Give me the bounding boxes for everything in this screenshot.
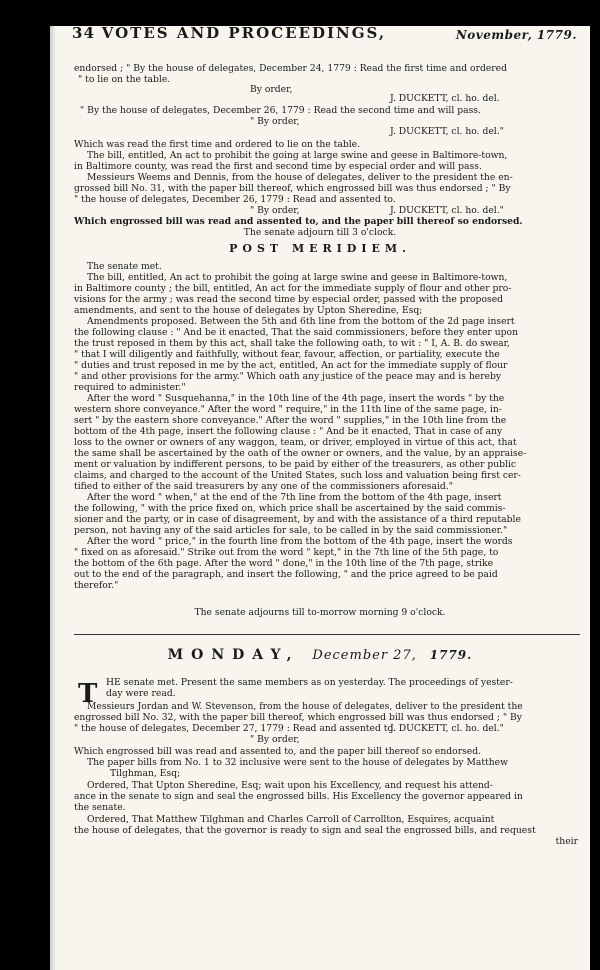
monday-date: December 27, bbox=[312, 648, 417, 663]
adjournment: The senate adjourn till 3 o'clock. bbox=[243, 227, 397, 238]
monday-day: MONDAY, bbox=[167, 647, 300, 663]
text-line: loss to the owner or owners of any waggon, team, or driver, employed in virtue of this act, that bbox=[74, 438, 517, 448]
text-line: visions for the army ; was read the second time by especial order, passed with the proposed bbox=[74, 295, 504, 305]
text-line: " duties and trust reposed in me by the act, entitled, An act for the immediate supply of flour bbox=[74, 361, 508, 371]
text-line: sert " by the eastern shore conveyance." After the word " supplies," in the 10th line from the bbox=[74, 416, 507, 426]
text-line: amendments, and sent to the house of delegates by Upton Sheredine, Esq; bbox=[74, 306, 423, 316]
text-line: the same shall be ascertained by the oath of the owner or owners, and the value, by an appraise- bbox=[74, 449, 527, 459]
text-line: The bill, entitled, An act to prohibit the going at large swine and geese in Baltimore-town, bbox=[87, 151, 508, 161]
clerk-signature: J. DUCKETT, cl. ho. del." bbox=[390, 205, 504, 216]
by-order: " By order, bbox=[250, 116, 300, 127]
header-date: November, 1779. bbox=[455, 28, 577, 42]
text-line: the senate. bbox=[74, 803, 126, 813]
text-line: Ordered, That Matthew Tilghman and Charles Carroll of Carrollton, Esquires, acquaint bbox=[87, 815, 495, 825]
text-line: ment or valuation by indifferent persons, to be paid by either of the treasurers, as other public bbox=[74, 460, 517, 470]
text-line: required to administer." bbox=[74, 383, 186, 393]
text-line: claims, and charged to the account of the United States, such loss and valuation being first cer- bbox=[74, 471, 521, 481]
text-line: After the word " when," at the end of the 7th line from the bottom of the 4th page, insert bbox=[87, 493, 502, 503]
clerk-signature: J. DUCKETT, cl. ho. del." bbox=[390, 723, 504, 734]
page-edge-shadow bbox=[50, 26, 56, 970]
text-line: Tilghman, Esq; bbox=[110, 769, 181, 779]
text-line: the trust reposed in them by this act, shall take the following oath, to wit : " I, A. B. do swear, bbox=[74, 339, 510, 349]
text-line: After the word " price," in the fourth line from the bottom of the 4th page, insert the words bbox=[87, 537, 513, 547]
by-order: By order, bbox=[250, 84, 293, 95]
text-line: " and other provisions for the army." Which oath any justice of the peace may and is hereby bbox=[74, 372, 502, 382]
header-title: VOTES AND PROCEEDINGS, bbox=[101, 26, 387, 42]
text-line: tified to either of the said treasurers by any one of the commissioners aforesaid." bbox=[74, 482, 453, 492]
text-line: " the house of delegates, December 27, 1779 : Read and assented to. bbox=[74, 724, 396, 734]
text-line: Which engrossed bill was read and assented to, and the paper bill thereof so endorsed. bbox=[74, 217, 523, 227]
text-line: out to the end of the paragraph, and insert the following, " and the price agreed to be paid bbox=[74, 570, 498, 580]
text-line: the following clause : " And be it enacted, That the said commissioners, before they enter upon bbox=[74, 328, 518, 338]
by-order: " By order, bbox=[250, 205, 300, 216]
text-line: " that I will diligently and faithfully, without fear, favour, affection, or partiality, execute the bbox=[74, 350, 500, 360]
text-line: Messieurs Jordan and W. Stevenson, from the house of delegates, deliver to the president the bbox=[87, 702, 523, 712]
text-line: ance in the senate to sign and seal the engrossed bills. His Excellency the governor appeared in bbox=[74, 792, 523, 802]
text-line: After the word " Susquehanna," in the 10th line of the 4th page, insert the words " by the bbox=[87, 394, 505, 404]
text-line: The paper bills from No. 1 to 32 inclusive were sent to the house of delegates by Matthew bbox=[87, 758, 508, 768]
text-line: sioner and the party, or in case of disagreement, by and with the assistance of a third reputable bbox=[74, 515, 521, 525]
text-line: The bill, entitled, An act to prohibit the going at large swine and geese in Baltimore-town, bbox=[87, 273, 508, 283]
text-line: Ordered, That Upton Sheredine, Esq; wait upon his Excellency, and request his attend- bbox=[87, 781, 493, 791]
section-heading-monday bbox=[50, 646, 590, 665]
text-line: " the house of delegates, December 26, 1779 : Read and assented to. bbox=[74, 195, 396, 205]
catchword: their bbox=[555, 836, 578, 847]
text-line: bottom of the 4th page, insert the following clause : " And be it enacted, That in case of any bbox=[74, 427, 503, 437]
text-line: the following, " with the price fixed on, which price shall be ascertained by the said commis- bbox=[74, 504, 506, 514]
text-line: endorsed ; " By the house of delegates, December 24, 1779 : Read the first time and ordered bbox=[74, 64, 508, 74]
text-line: grossed bill No. 31, with the paper bill thereof, which engrossed bill was thus endorsed ; " By bbox=[74, 184, 511, 194]
text-line: the house of delegates, that the governor is ready to sign and seal the engrossed bills, and request bbox=[74, 826, 536, 836]
document-page bbox=[50, 26, 590, 970]
text-line: HE senate met. Present the same members as on yesterday. The proceedings of yester- bbox=[106, 678, 513, 688]
text-line: in Baltimore county, was read the first and second time by especial order and will pass. bbox=[74, 162, 482, 172]
text-line: Amendments proposed. Between the 5th and 6th line from the bottom of the 2d page insert bbox=[87, 317, 515, 327]
running-header bbox=[72, 26, 577, 42]
clerk-signature: J. DUCKETT, cl. ho. del." bbox=[390, 126, 504, 137]
text-line: therefor." bbox=[74, 581, 119, 591]
text-line: Which was read the first time and ordered to lie on the table. bbox=[74, 140, 361, 150]
text-line: western shore conveyance." After the word " require," in the 11th line of the same page, in- bbox=[74, 405, 502, 415]
text-line: " to lie on the table. bbox=[78, 75, 171, 85]
text-line: day were read. bbox=[106, 689, 176, 699]
page-number: 34 bbox=[72, 26, 96, 42]
drop-cap: T bbox=[78, 679, 98, 709]
text-line: Messieurs Weems and Dennis, from the house of delegates, deliver to the president the en- bbox=[87, 173, 513, 183]
section-heading-post-meridiem: POST MERIDIEM. bbox=[229, 242, 411, 255]
text-line: " By the house of delegates, December 26, 1779 : Read the second time and will pass. bbox=[80, 106, 481, 116]
text-line: in Baltimore county ; the bill, entitled, An act for the immediate supply of flour and other pro- bbox=[74, 284, 512, 294]
text-line: Which engrossed bill was read and assented to, and the paper bill thereof so endorsed. bbox=[74, 747, 482, 757]
text-line: engrossed bill No. 32, with the paper bill thereof, which engrossed bill was thus endorsed ; " By bbox=[74, 713, 522, 723]
text-line: person, not having any of the said articles for sale, to be called in by the said commissioner." bbox=[74, 526, 508, 536]
section-divider bbox=[74, 634, 580, 635]
text-line: The senate met. bbox=[87, 262, 162, 272]
text-line: " fixed on as aforesaid." Strike out from the word " kept," in the 7th line of the 5th page, to bbox=[74, 548, 499, 558]
text-line: the bottom of the 6th page. After the word " done," in the 10th line of the 7th page, strike bbox=[74, 559, 494, 569]
by-order: " By order, bbox=[250, 734, 300, 745]
clerk-signature: J. DUCKETT, cl. ho. del. bbox=[390, 93, 500, 104]
adjournment: The senate adjourns till to-morrow morning 9 o'clock. bbox=[194, 607, 446, 618]
monday-year: 1779. bbox=[429, 648, 473, 662]
